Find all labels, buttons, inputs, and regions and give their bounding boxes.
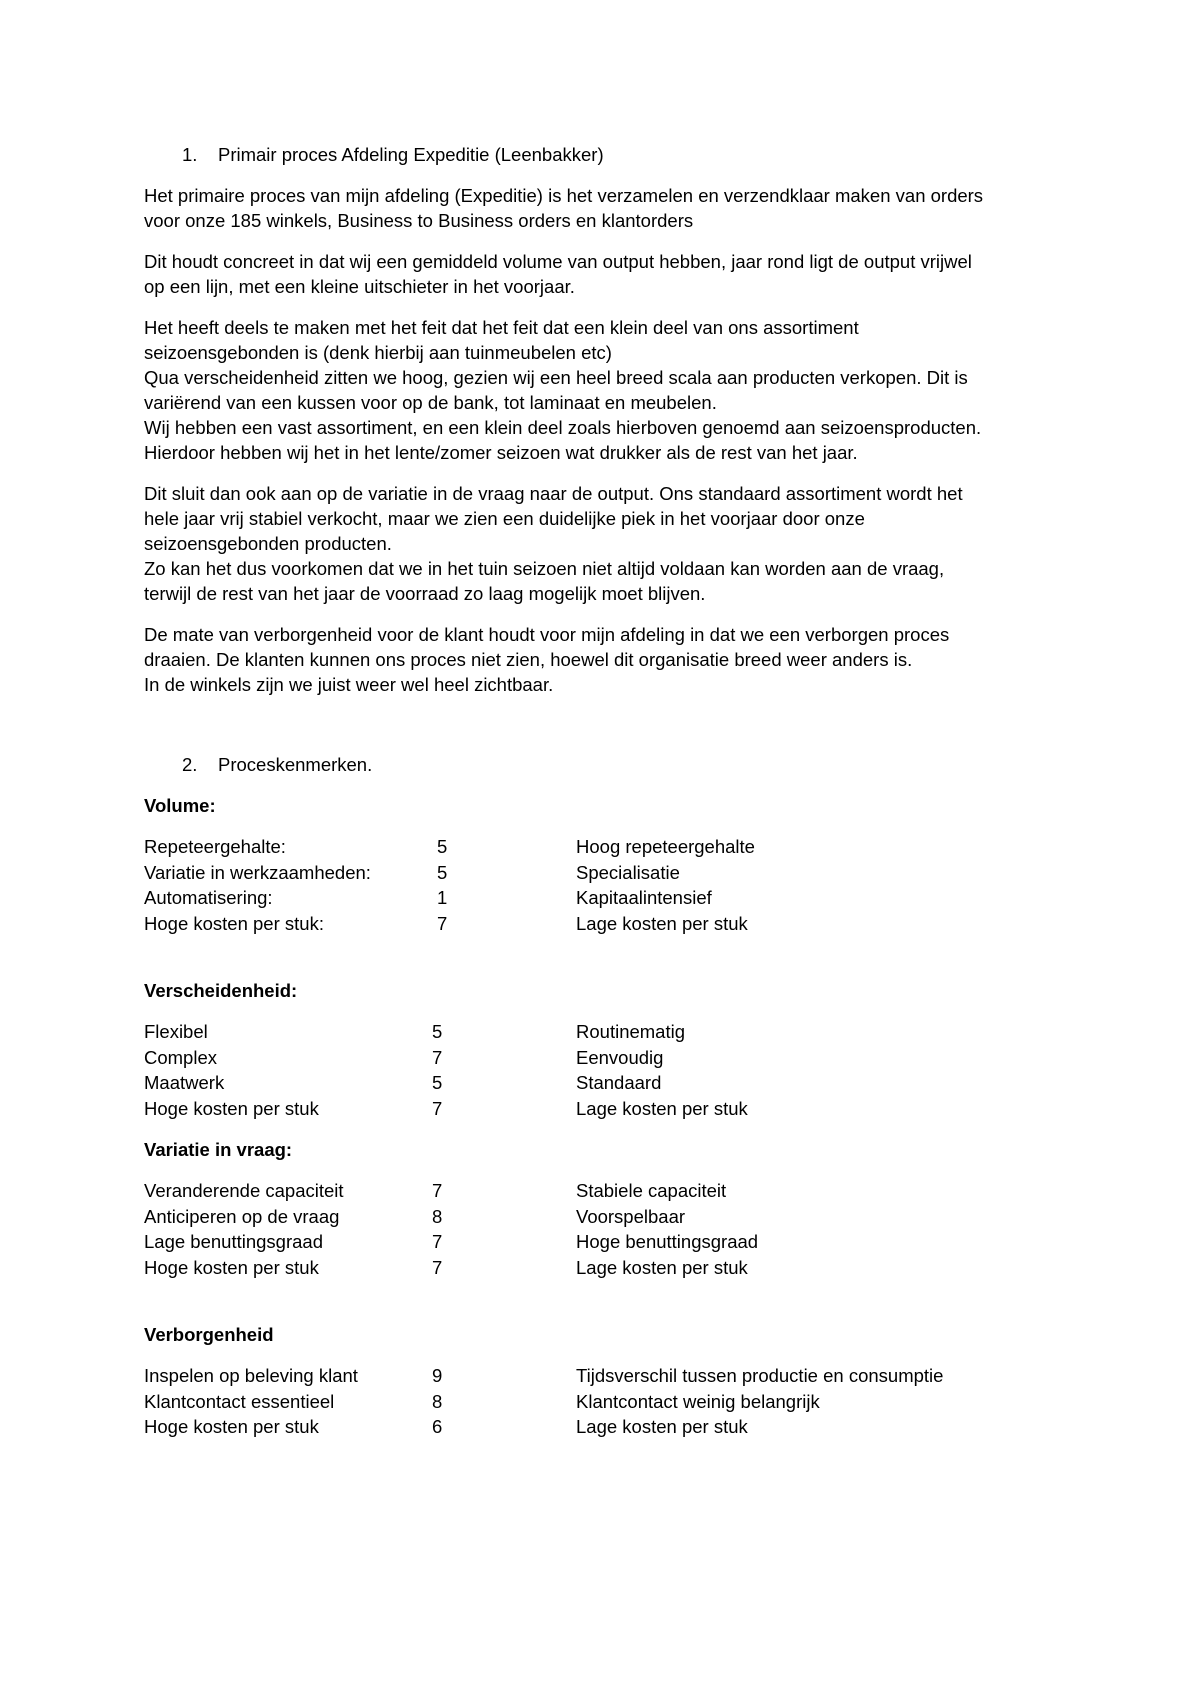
table-row	[144, 911, 1084, 937]
row-label: Hoge kosten per stuk	[144, 1256, 319, 1278]
table-row	[144, 1070, 1084, 1096]
row-opposite: Lage kosten per stuk	[576, 1256, 748, 1278]
row-label: Klantcontact essentieel	[144, 1390, 335, 1412]
table-row	[144, 1204, 1084, 1230]
row-opposite: Kapitaalintensief	[576, 887, 712, 908]
paragraph-line: seizoensgebonden is (denk hierbij aan tuinmeubelen etc)	[144, 342, 612, 363]
row-score: 1	[437, 887, 448, 908]
row-label: Anticiperen op de vraag	[144, 1205, 340, 1227]
group-variatie-in-vraag	[144, 1137, 1084, 1280]
row-score: 5	[432, 1072, 443, 1093]
table-row	[144, 1045, 1084, 1071]
row-score: 5	[437, 861, 448, 883]
paragraph-3	[144, 315, 1084, 465]
row-score: 7	[432, 1256, 443, 1278]
table-row	[144, 1389, 1084, 1415]
row-opposite: Standaard	[576, 1072, 662, 1093]
section-spacer	[144, 697, 1084, 752]
paragraph-1	[144, 183, 1084, 233]
paragraph-4	[144, 481, 1084, 606]
group-spacer	[144, 1121, 1084, 1137]
group-volume	[144, 793, 1084, 936]
section-2-number: 2.	[182, 754, 198, 775]
table-row	[144, 1255, 1084, 1281]
paragraph-line: De mate van verborgenheid voor de klant houdt voor mijn afdeling in dat we een verborgen proces	[144, 624, 950, 645]
row-opposite: Voorspelbaar	[576, 1205, 686, 1227]
group-title: Volume:	[144, 795, 216, 816]
row-label: Complex	[144, 1046, 217, 1068]
row-label: Hoge kosten per stuk	[144, 1097, 319, 1119]
row-opposite: Lage kosten per stuk	[576, 1097, 748, 1119]
row-label: Maatwerk	[144, 1072, 225, 1093]
paragraph-line: hele jaar vrij stabiel verkocht, maar we zien een duidelijke piek in het voorjaar door onze	[144, 508, 865, 529]
row-score: 6	[432, 1416, 443, 1437]
group-verscheidenheid	[144, 978, 1084, 1121]
row-label: Veranderende capaciteit	[144, 1180, 344, 1201]
row-label: Hoge kosten per stuk	[144, 1416, 319, 1437]
table-row	[144, 885, 1084, 911]
paragraph-line: draaien. De klanten kunnen ons proces niet zien, hoewel dit organisatie breed weer anders is.	[144, 649, 913, 670]
row-label: Flexibel	[144, 1021, 208, 1042]
table-row	[144, 1414, 1084, 1440]
paragraph-line: In de winkels zijn we juist weer wel heel zichtbaar.	[144, 674, 554, 695]
paragraph-2	[144, 249, 1084, 299]
paragraph-line: seizoensgebonden producten.	[144, 533, 392, 554]
group-spacer	[144, 1280, 1084, 1322]
row-label: Automatisering:	[144, 887, 273, 908]
row-label: Inspelen op beleving klant	[144, 1365, 358, 1386]
section-2-heading	[144, 752, 1084, 777]
group-title: Verscheidenheid:	[144, 980, 298, 1001]
document-body	[144, 142, 1084, 1440]
paragraph-line: Hierdoor hebben wij het in het lente/zomer seizoen wat drukker als de rest van het jaar.	[144, 442, 858, 463]
table-row	[144, 1178, 1084, 1204]
section-2-title: Proceskenmerken.	[218, 754, 373, 775]
row-opposite: Hoge benuttingsgraad	[576, 1231, 759, 1252]
row-opposite: Lage kosten per stuk	[576, 912, 748, 934]
row-opposite: Specialisatie	[576, 861, 680, 883]
row-score: 7	[437, 912, 448, 934]
paragraph-line: Qua verscheidenheid zitten we hoog, gezien wij een heel breed scala aan producten verkopen. Dit is	[144, 367, 968, 388]
row-score: 7	[432, 1231, 443, 1252]
paragraph-line: Het primaire proces van mijn afdeling (Expeditie) is het verzamelen en verzendklaar maken van orders	[144, 185, 984, 206]
row-opposite: Hoog repeteergehalte	[576, 836, 755, 857]
paragraph-line: Het heeft deels te maken met het feit dat het feit dat een klein deel van ons assortiment	[144, 317, 859, 338]
row-opposite: Eenvoudig	[576, 1046, 664, 1068]
table-row	[144, 860, 1084, 886]
row-score: 5	[432, 1021, 443, 1042]
paragraph-line: Dit sluit dan ook aan op de variatie in de vraag naar de output. Ons standaard assortiment wordt het	[144, 483, 963, 504]
row-score: 7	[432, 1180, 443, 1201]
paragraph-line: Zo kan het dus voorkomen dat we in het tuin seizoen niet altijd voldaan kan worden aan de vraag,	[144, 558, 945, 579]
group-title: Variatie in vraag:	[144, 1139, 293, 1160]
paragraph-line: Wij hebben een vast assortiment, en een klein deel zoals hierboven genoemd aan seizoensproducten.	[144, 417, 982, 438]
row-score: 7	[432, 1097, 443, 1119]
paragraph-line: Dit houdt concreet in dat wij een gemiddeld volume van output hebben, jaar rond ligt de output vrijwel	[144, 251, 972, 272]
table-row	[144, 1363, 1084, 1389]
row-label: Hoge kosten per stuk:	[144, 912, 324, 934]
row-score: 9	[432, 1365, 443, 1386]
row-label: Lage benuttingsgraad	[144, 1231, 323, 1252]
section-1-title: Primair proces Afdeling Expeditie (Leenbakker)	[218, 144, 604, 165]
table-row	[144, 834, 1084, 860]
row-score: 8	[432, 1390, 443, 1412]
section-1-number: 1.	[182, 144, 198, 165]
section-1-heading	[144, 142, 1084, 167]
row-opposite: Stabiele capaciteit	[576, 1180, 727, 1201]
group-title: Verborgenheid	[144, 1324, 274, 1345]
paragraph-line: voor onze 185 winkels, Business to Business orders en klantorders	[144, 210, 694, 231]
paragraph-line: op een lijn, met een kleine uitschieter in het voorjaar.	[144, 276, 575, 297]
table-row	[144, 1019, 1084, 1045]
row-opposite: Tijdsverschil tussen productie en consumptie	[576, 1365, 944, 1386]
table-row	[144, 1229, 1084, 1255]
row-opposite: Lage kosten per stuk	[576, 1416, 748, 1437]
row-opposite: Klantcontact weinig belangrijk	[576, 1390, 820, 1412]
row-score: 7	[432, 1046, 443, 1068]
table-row	[144, 1096, 1084, 1122]
group-spacer	[144, 936, 1084, 978]
row-score: 5	[437, 836, 448, 857]
group-verborgenheid	[144, 1322, 1084, 1440]
paragraph-5	[144, 622, 1084, 697]
paragraph-line: terwijl de rest van het jaar de voorraad zo laag mogelijk moet blijven.	[144, 583, 706, 604]
row-label: Variatie in werkzaamheden:	[144, 861, 371, 883]
paragraph-line: variërend van een kussen voor op de bank, tot laminaat en meubelen.	[144, 392, 717, 413]
row-score: 8	[432, 1205, 443, 1227]
row-label: Repeteergehalte:	[144, 836, 286, 857]
row-opposite: Routinematig	[576, 1021, 686, 1042]
